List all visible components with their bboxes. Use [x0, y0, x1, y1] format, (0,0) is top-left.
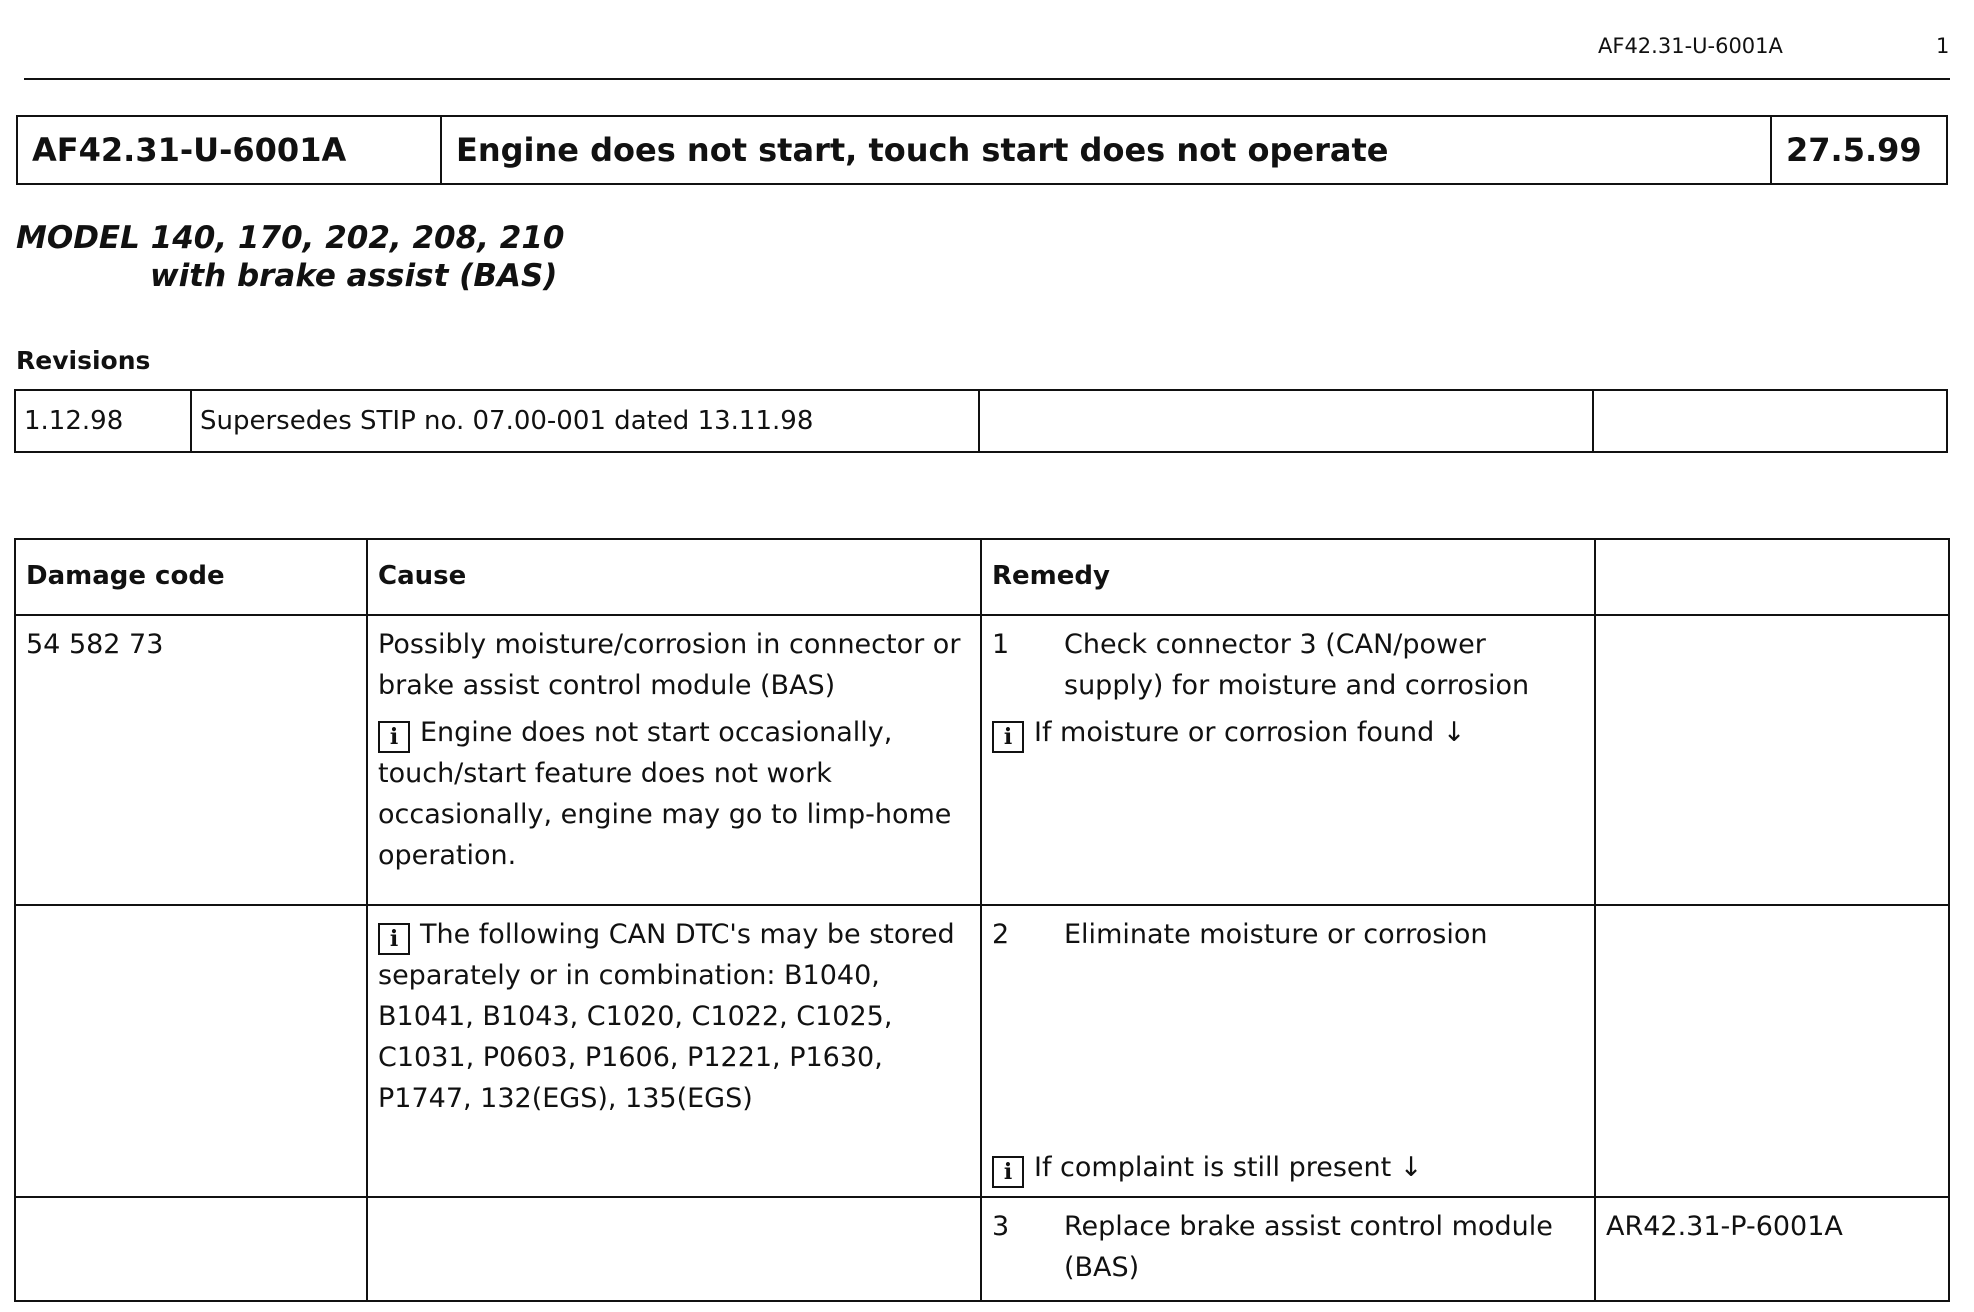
remedy-step — [992, 1206, 1584, 1288]
remedy-note-text: If moisture or corrosion found ↓ — [1034, 717, 1466, 748]
revision-date: 1.12.98 — [15, 390, 191, 452]
header-damage-code: Damage code — [15, 539, 367, 615]
cause-note-text: Engine does not start occasionally, touch/start feature does not work occasionally, engine may go to limp-home operation. — [378, 717, 952, 871]
header-remedy: Remedy — [981, 539, 1595, 615]
reference-cell — [1595, 905, 1949, 1197]
remedy-cell — [981, 905, 1595, 1197]
header-rule — [24, 78, 1950, 80]
step-number: 2 — [992, 919, 1010, 950]
table-row — [15, 615, 1949, 905]
model-subline: with brake assist (BAS) — [150, 258, 558, 294]
revisions-heading: Revisions — [16, 346, 151, 375]
document-code: AF42.31-U-6001A — [17, 116, 441, 184]
revision-col3 — [979, 390, 1593, 452]
cause-cell — [367, 905, 981, 1197]
document-date: 27.5.99 — [1771, 116, 1947, 184]
cause-note — [378, 914, 970, 1119]
info-icon: i — [992, 1156, 1024, 1188]
cause-cell — [367, 615, 981, 905]
step-number: 1 — [992, 629, 1010, 660]
document-title: Engine does not start, touch start does not operate — [441, 116, 1771, 184]
damage-code — [15, 1197, 367, 1301]
header-cause: Cause — [367, 539, 981, 615]
remedy-cell — [981, 1197, 1595, 1301]
info-icon: i — [378, 923, 410, 955]
damage-code — [15, 905, 367, 1197]
model-line: MODEL 140, 170, 202, 208, 210 — [16, 220, 565, 256]
reference-link: AR42.31-P-6001A — [1595, 1197, 1949, 1301]
page-header-code: AF42.31-U-6001A — [1598, 34, 1783, 58]
title-table — [16, 115, 1948, 185]
header-reference — [1595, 539, 1949, 615]
cause-cell — [367, 1197, 981, 1301]
info-icon: i — [378, 721, 410, 753]
revision-row — [15, 390, 1947, 452]
remedy-step — [992, 624, 1584, 706]
revisions-table — [14, 389, 1948, 453]
diagnosis-table — [14, 538, 1950, 1302]
remedy-note-text: If complaint is still present ↓ — [1034, 1152, 1423, 1183]
table-row — [15, 1197, 1949, 1301]
step-text: Check connector 3 (CAN/power supply) for moisture and corrosion — [1064, 629, 1530, 701]
revision-text: Supersedes STIP no. 07.00-001 dated 13.11.98 — [191, 390, 979, 452]
table-header-row — [15, 539, 1949, 615]
step-text: Eliminate moisture or corrosion — [1064, 919, 1488, 950]
remedy-note — [992, 712, 1584, 753]
table-row — [15, 905, 1949, 1197]
revision-col4 — [1593, 390, 1947, 452]
cause-text: Possibly moisture/corrosion in connector or brake assist control module (BAS) — [378, 629, 961, 701]
remedy-note — [992, 1147, 1422, 1188]
remedy-cell — [981, 615, 1595, 905]
reference-cell — [1595, 615, 1949, 905]
step-number: 3 — [992, 1211, 1010, 1242]
cause-note-text: The following CAN DTC's may be stored separately or in combination: B1040, B1041, B1043, C1020, C1022, C1025, C1031, P0603, P1606, P1221, P1630, P1747, 132(EGS), 135(EGS) — [378, 919, 955, 1114]
page-number: 1 — [1936, 34, 1950, 58]
info-icon: i — [992, 721, 1024, 753]
cause-note — [378, 712, 970, 876]
remedy-step — [992, 914, 1584, 955]
damage-code: 54 582 73 — [15, 615, 367, 905]
step-text: Replace brake assist control module (BAS) — [1064, 1211, 1553, 1283]
